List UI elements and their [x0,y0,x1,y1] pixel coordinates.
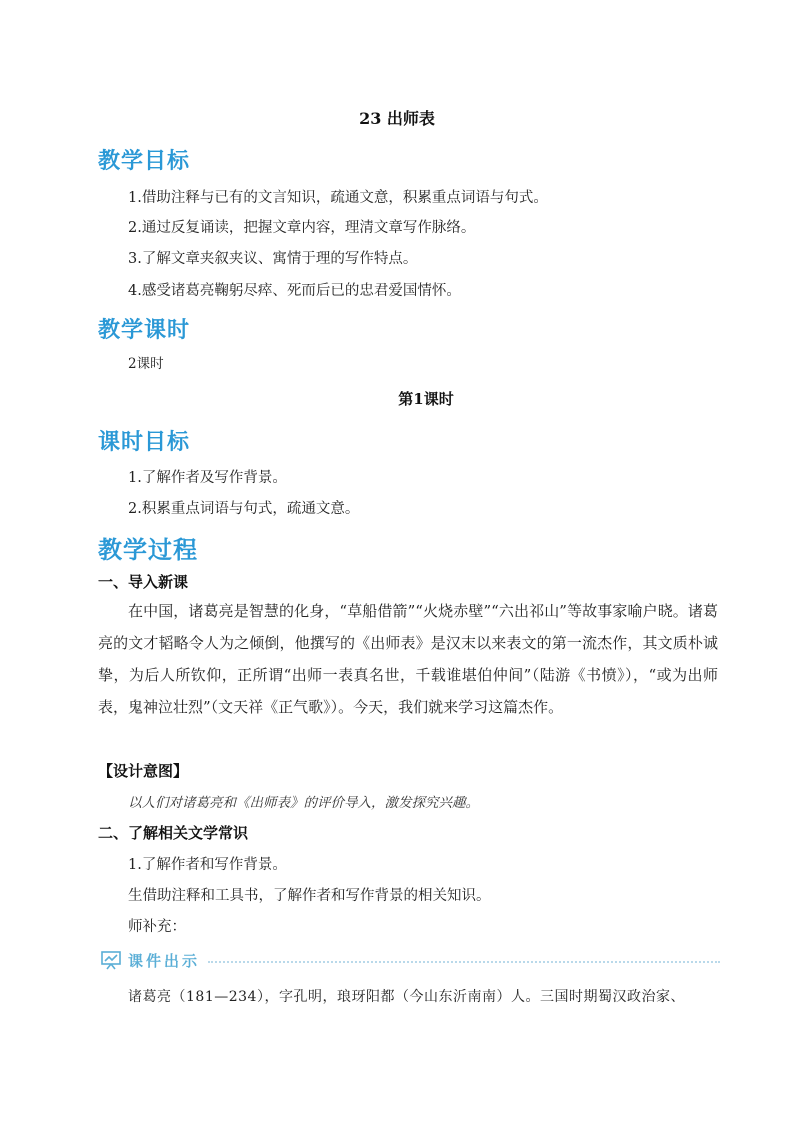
dotted-divider [208,961,720,963]
lesson-title: 第1课时 [398,390,454,408]
step2-line: 生借助注释和工具书，了解作者和写作背景的相关知识。 [128,888,491,904]
goals-heading: 教学目标 [98,149,191,174]
goal-item: 2.通过反复诵读，把握文章内容，理清文章写作脉络。 [128,220,476,236]
goal-item: 3.了解文章夹叙夹议、寓情于理的写作特点。 [128,251,418,267]
step1-heading: 一、导入新课 [98,573,189,591]
courseware-banner [100,947,720,973]
goal-item: 4.感受诸葛亮鞠躬尽瘁、死而后已的忠君爱国情怀。 [128,283,461,299]
lesson-goal-item: 1.了解作者及写作背景。 [128,470,287,486]
step2-line: 师补充： [128,919,186,935]
design-heading: 【设计意图】 [98,762,189,780]
presentation-icon [100,950,122,970]
design-text: 以人们对诸葛亮和《出师表》的评价导入，激发探究兴趣。 [128,795,479,811]
document-title: 23 出师表 [359,109,435,128]
courseware-text: 诸葛亮（181—234），字孔明，琅玡阳都（今山东沂南南）人。三国时期蜀汉政治家、 [128,989,685,1005]
courseware-label: 课件出示 [128,951,201,970]
hours-heading: 教学课时 [98,318,191,343]
hours-value: 2课时 [128,356,164,372]
process-heading: 教学过程 [98,536,198,564]
step2-line: 1.了解作者和写作背景。 [128,857,287,873]
step1-paragraph: 在中国，诸葛亮是智慧的化身，“草船借箭”“火烧赤壁”“六出祁山”等故事家喻户晓。诸葛亮的文才韬略令人为之倾倒，他撰写的《出师表》是汉末以来表文的第一流杰作，其文质朴诚挚，为后人所钦仰，正所谓“出师一表真名世，千载谁堪伯仲间”（陆游《书愤》），“或为出师表，鬼神泣壮烈”（文天祥《正气歌》）。今天，我们就来学习这篇杰作。 [98,602,718,716]
lesson-goal-item: 2.积累重点词语与句式，疏通文意。 [128,501,360,517]
goal-item: 1.借助注释与已有的文言知识，疏通文意，积累重点词语与句式。 [128,190,548,206]
lesson-goals-heading: 课时目标 [98,430,191,455]
step2-heading: 二、了解相关文学常识 [98,824,249,842]
